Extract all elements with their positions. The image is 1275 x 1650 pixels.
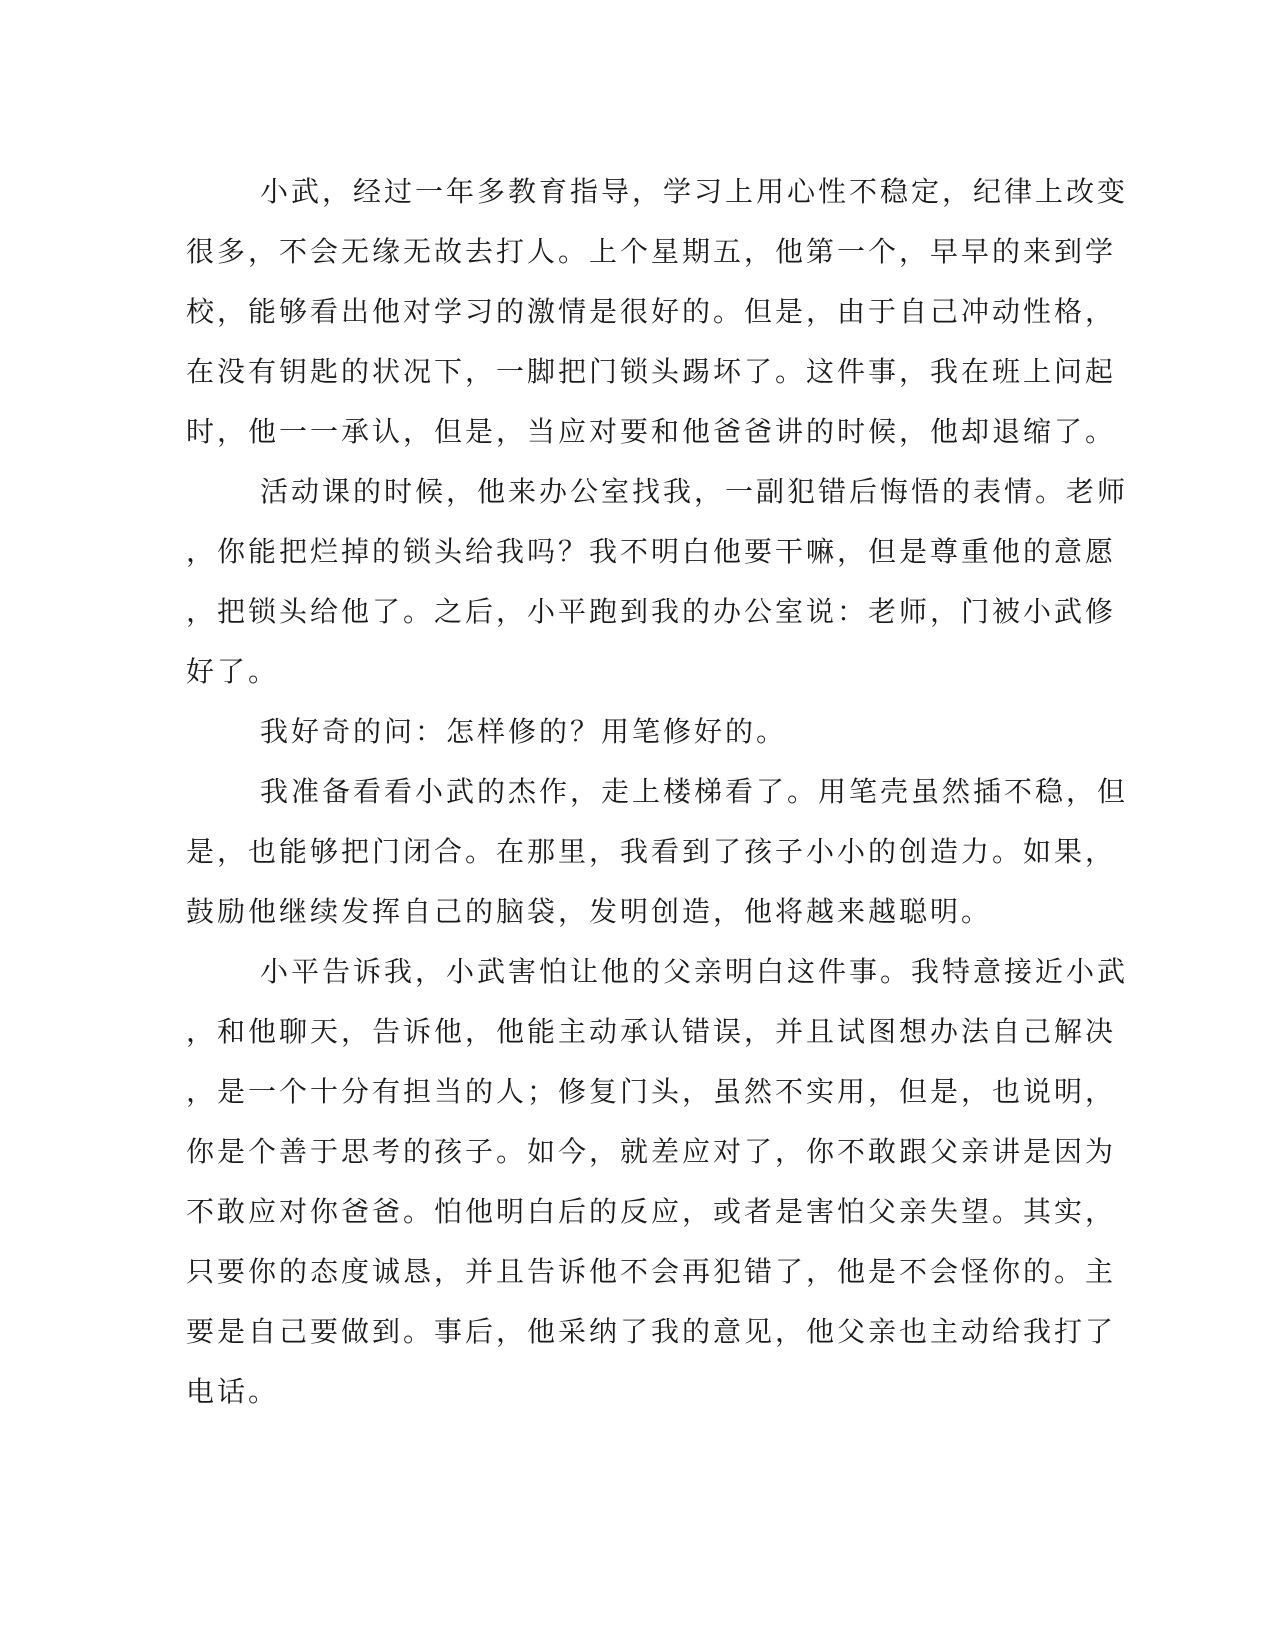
- paragraph-1: [186, 162, 1129, 462]
- text-line: 小武，经过一年多教育指导，学习上用心性不稳定，纪律上改变: [260, 175, 1129, 208]
- text-line: 鼓励他继续发挥自己的脑袋，发明创造，他将越来越聪明。: [186, 895, 993, 928]
- text-line: 只要你的态度诚恳，并且告诉他不会再犯错了，他是不会怪你的。主: [186, 1255, 1117, 1288]
- text-line: ，是一个十分有担当的人；修复门头，虽然不实用，但是，也说明，: [186, 1075, 1117, 1108]
- paragraph-3: [186, 702, 1036, 762]
- text-line: ，把锁头给他了。之后，小平跑到我的办公室说：老师，门被小武修: [186, 595, 1117, 628]
- text-line: 时，他一一承认，但是，当应对要和他爸爸讲的时候，他却退缩了。: [186, 415, 1117, 448]
- text-line: 不敢应对你爸爸。怕他明白后的反应，或者是害怕父亲失望。其实，: [186, 1195, 1117, 1228]
- paragraph-2: [186, 462, 1129, 702]
- body-text: [186, 162, 1129, 1422]
- text-line: 小平告诉我，小武害怕让他的父亲明白这件事。我特意接近小武: [260, 955, 1129, 988]
- paragraph-5: [186, 942, 1129, 1422]
- text-line: ，你能把烂掉的锁头给我吗？我不明白他要干嘛，但是尊重他的意愿: [186, 535, 1117, 568]
- text-line: 很多，不会无缘无故去打人。上个星期五，他第一个，早早的来到学: [186, 235, 1117, 268]
- text-line: ，和他聊天，告诉他，他能主动承认错误，并且试图想办法自己解决: [186, 1015, 1117, 1048]
- paragraph-4: [186, 762, 1129, 942]
- text-line: 在没有钥匙的状况下，一脚把门锁头踢坏了。这件事，我在班上问起: [186, 355, 1117, 388]
- text-line: 活动课的时候，他来办公室找我，一副犯错后悔悟的表情。老师: [260, 475, 1129, 508]
- text-line: 你是个善于思考的孩子。如今，就差应对了，你不敢跟父亲讲是因为: [186, 1135, 1117, 1168]
- text-line: 我好奇的问：怎样修的？用笔修好的。: [260, 715, 788, 748]
- text-line: 电话。: [186, 1375, 280, 1408]
- text-line: 校，能够看出他对学习的激情是很好的。但是，由于自己冲动性格，: [186, 295, 1117, 328]
- text-line: 我准备看看小武的杰作，走上楼梯看了。用笔壳虽然插不稳，但: [260, 775, 1129, 808]
- text-line: 好了。: [186, 655, 280, 688]
- text-line: 要是自己要做到。事后，他采纳了我的意见，他父亲也主动给我打了: [186, 1315, 1117, 1348]
- text-line: 是，也能够把门闭合。在那里，我看到了孩子小小的创造力。如果，: [186, 835, 1117, 868]
